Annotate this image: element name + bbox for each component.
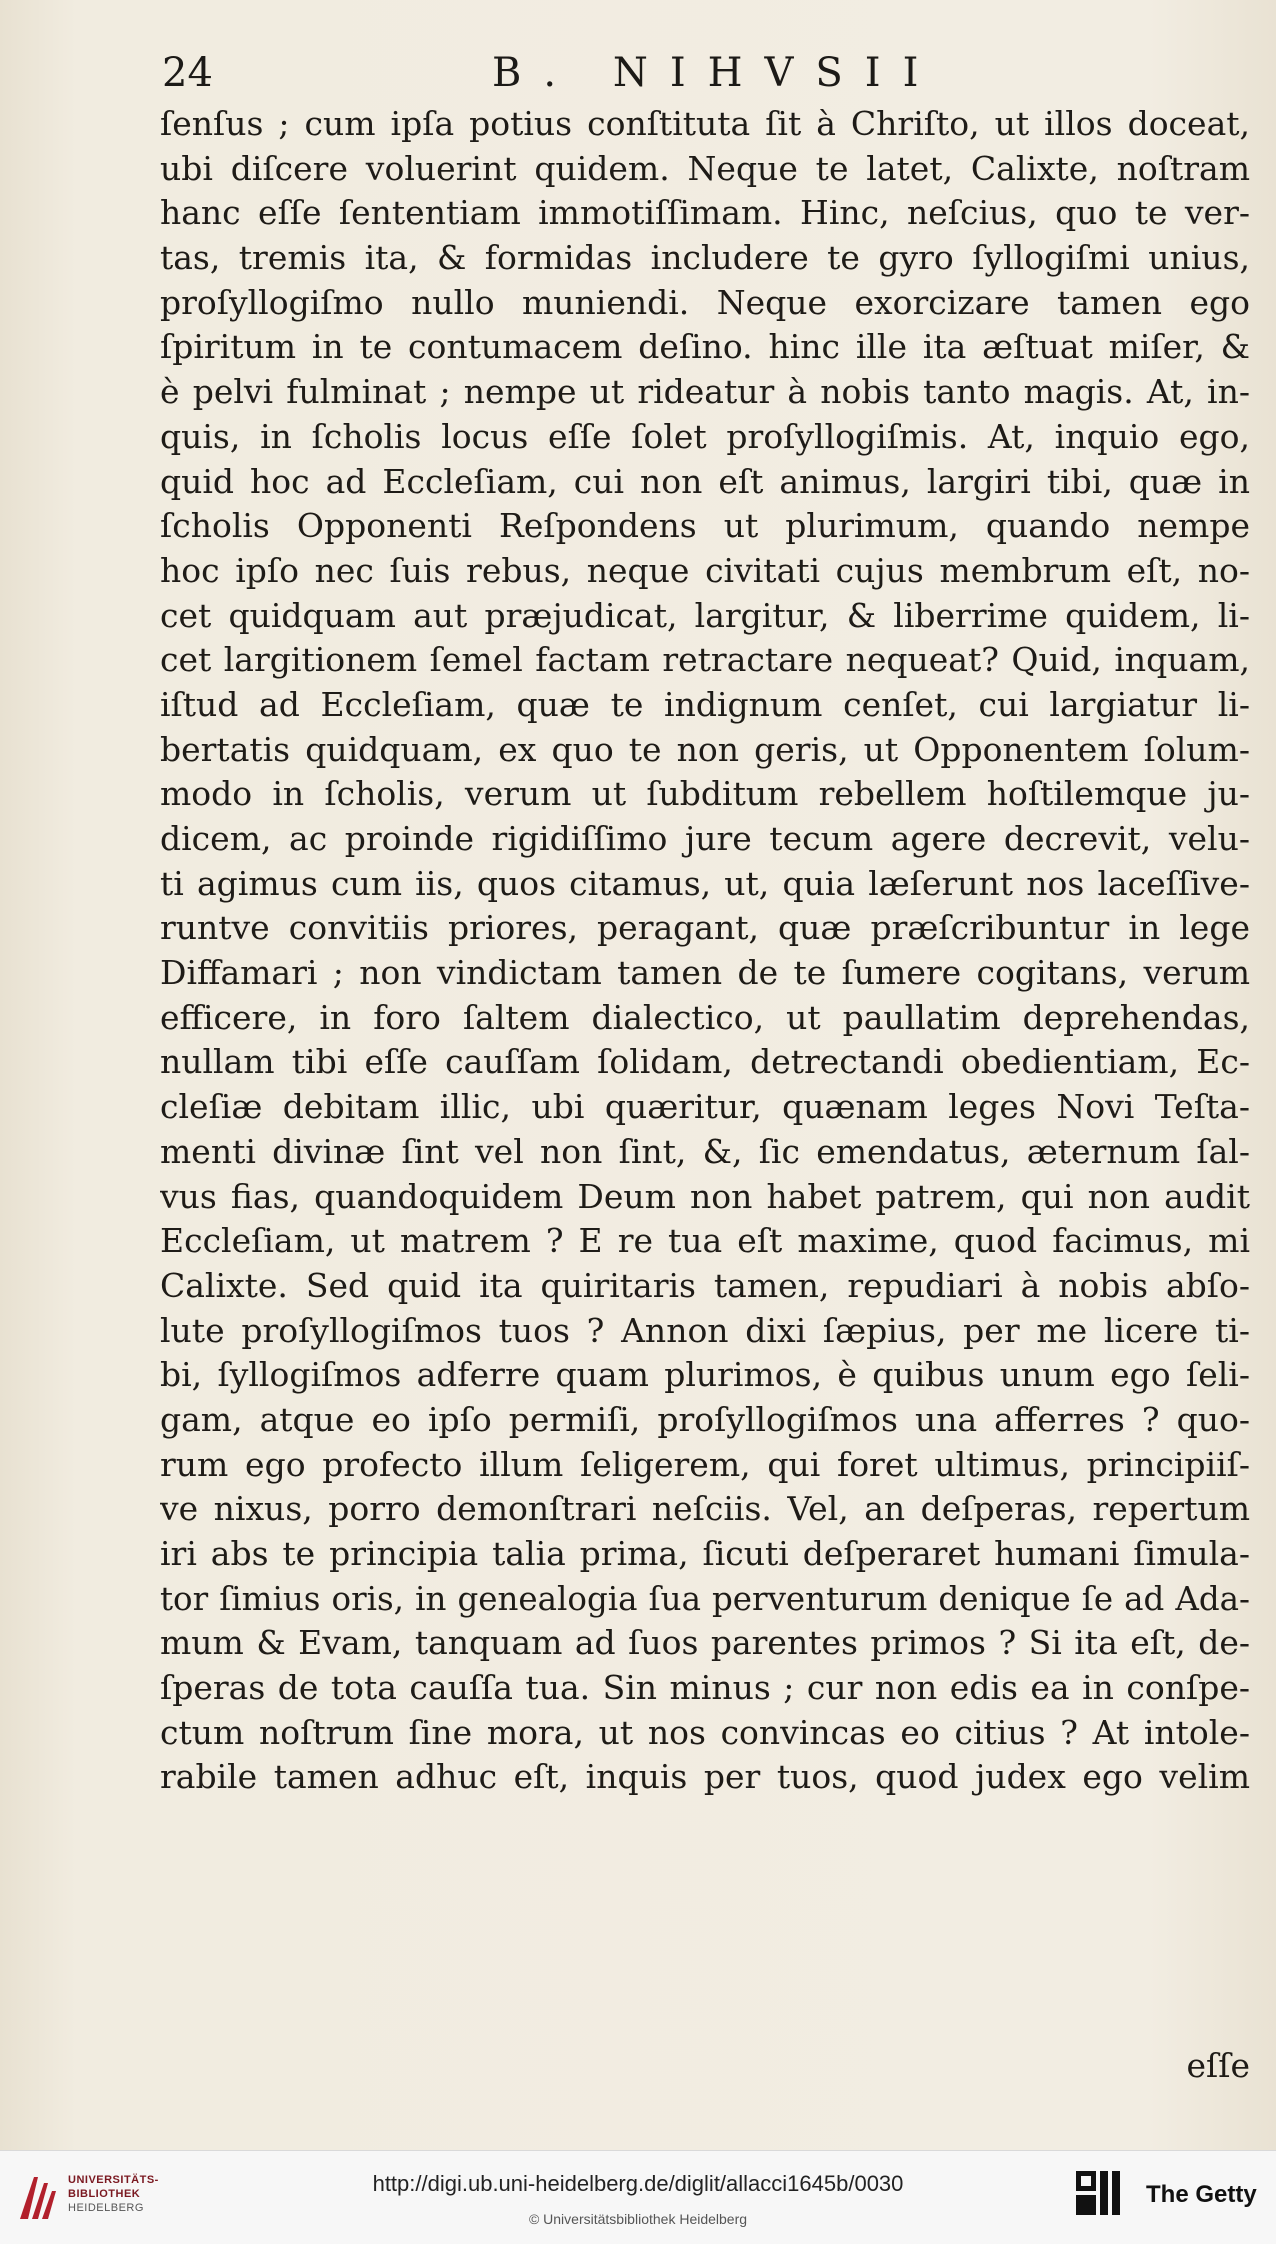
text-line: cet largitionem ſemel factam retractare nequeat? Quid, inquam, [160,640,1250,680]
text-line: ctum noſtrum ſine mora, ut nos convincas eo citius ? At intole- [160,1712,1250,1752]
page-number: 24 [162,50,213,96]
getty-logo-icon [1074,2169,1122,2219]
text-line: Eccleſiam, ut matrem ? E re tua eſt maxime, quod facimus, mi [160,1221,1250,1261]
copyright-notice: © Universitätsbibliothek Heidelberg [528,2211,748,2227]
text-line: cet quidquam aut præjudicat, largitur, & liberrime quidem, li- [160,595,1250,635]
text-line: efficere, in foro ſaltem dialectico, ut paullatim deprehendas, [160,997,1250,1037]
text-line: iri abs te principia talia prima, ſicuti deſperaret humani ſimula- [160,1534,1250,1573]
text-line: hanc eſſe ſententiam immotiſſimam. Hinc, neſcius, quo te ver- [160,193,1250,233]
text-line: iſtud ad Eccleſiam, quæ te indignum cenſet, cui largiatur li- [160,684,1250,724]
running-title: B. NIHVSII [492,50,941,96]
institution-line-3: HEIDELBERG [68,2202,144,2214]
text-line: runtve convitiis priores, peragant, quæ præſcribuntur in lege [160,908,1250,948]
text-line: gam, atque eo ipſo permiſi, proſyllogiſmos una afferres ? quo- [160,1399,1250,1439]
footer-bar [0,2150,1276,2244]
text-line: ti agimus cum iis, quos citamus, ut, quia læſerunt nos laceſſive- [160,863,1250,903]
permalink-url[interactable]: http://digi.ub.uni-heidelberg.de/diglit/allacci1645b/0030 [372,2171,904,2196]
text-line: nullam tibi eſſe cauſſam ſolidam, detrectandi obedientiam, Ec- [160,1042,1250,1082]
text-line: quis, in ſcholis locus eſſe ſolet proſyllogiſmis. At, inquio ego, [160,416,1250,456]
text-line: rum ego profecto illum ſeligerem, qui foret ultimus, principiiſ- [160,1444,1250,1484]
text-line: bertatis quidquam, ex quo te non geris, ut Opponentem ſolum- [160,729,1250,769]
institution-line-1: UNIVERSITÄTS- [68,2174,159,2186]
text-line: menti divinæ ſint vel non ſint, &, ſic emendatus, æternum ſal- [160,1131,1250,1171]
text-line: ſpiritum in te contumacem deſino. hinc ille ita æſtuat miſer, & [160,327,1250,367]
text-line: mum & Evam, tanquam ad ſuos parentes primos ? Si ita eſt, de- [160,1623,1250,1663]
text-line: ubi diſcere voluerint quidem. Neque te latet, Calixte, noſtram [160,148,1250,188]
text-line: vus fias, quandoquidem Deum non habet patrem, qui non audit [160,1176,1250,1216]
body-text [160,102,1250,1800]
institution-line-2: BIBLIOTHEK [68,2188,141,2200]
text-line: bi, ſyllogiſmos adferre quam plurimos, è quibus unum ego ſeli- [160,1355,1250,1395]
text-line: ſenſus ; cum ipſa potius conſtituta ſit à Chriſto, ut illos doceat, [160,104,1250,143]
text-line: ſperas de tota cauſſa tua. Sin minus ; cur non edis ea in conſpe- [160,1668,1250,1708]
text-line: modo in ſcholis, verum ut ſubditum rebellem hoſtilemque ju- [160,774,1250,814]
text-line: tor ſimius oris, in genealogia ſua perventurum denique ſe ad Ada- [160,1579,1250,1618]
text-line: è pelvi fulminat ; nempe ut rideatur à nobis tanto magis. At, in- [160,372,1250,412]
text-line: Diffamari ; non vindictam tamen de te ſumere cogitans, verum [160,953,1250,993]
text-line: cleſiæ debitam illic, ubi quæritur, quænam leges Novi Teſta- [160,1087,1250,1127]
running-head [162,50,1242,100]
text-line: Calixte. Sed quid ita quiritaris tamen, repudiari à nobis abſo- [160,1265,1250,1305]
text-line: ve nixus, porro demonſtrari neſciis. Vel, an deſperas, repertum [160,1489,1250,1529]
text-line: ſcholis Opponenti Reſpondens ut plurimum, quando nempe [160,506,1250,546]
text-line: tas, tremis ita, & formidas includere te gyro ſyllogiſmi unius, [160,238,1250,278]
text-line: quid hoc ad Eccleſiam, cui non eſt animus, largiri tibi, quæ in [160,461,1250,501]
text-line: lute proſyllogiſmos tuos ? Annon dixi ſæpius, per me licere ti- [160,1310,1250,1350]
text-line: hoc ipſo nec ſuis rebus, neque civitati cujus membrum eſt, no- [160,550,1250,590]
catchword: eſſe [1186,2046,1250,2085]
partner-name: The Getty [1146,2181,1257,2208]
text-line: proſyllogiſmo nullo muniendi. Neque exorcizare tamen ego [160,282,1250,322]
text-line: dicem, ac proinde rigidiſſimo jure tecum agere decrevit, velu- [160,819,1250,858]
text-line: rabile tamen adhuc eſt, inquis per tuos, quod judex ego velim [160,1757,1250,1797]
